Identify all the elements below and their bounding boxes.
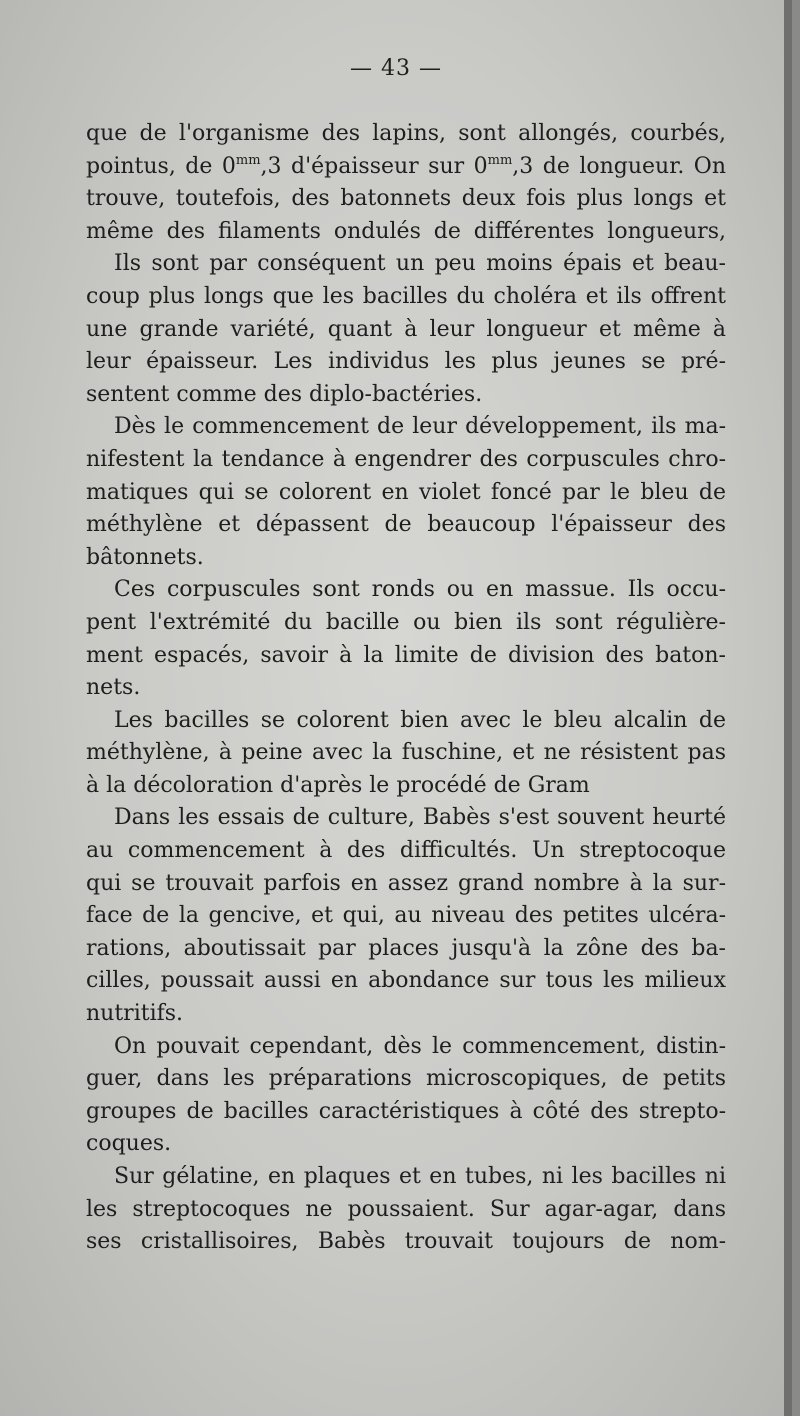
paragraph-end-line: sentent comme des diplo-bactéries. xyxy=(86,381,483,407)
paragraph-start-line: Ils sont par conséquent un peu moins épais et beau- xyxy=(114,251,726,277)
text-line: matiques qui se colorent en violet foncé par le bleu de xyxy=(86,479,726,505)
paragraph-start-line: Dès le commencement de leur développement, ils ma- xyxy=(114,414,726,440)
text-line: au commencement à des difficultés. Un streptocoque xyxy=(86,838,726,864)
text-line: rations, aboutissait par places jusqu'à la zône des ba- xyxy=(86,935,726,961)
paragraph-end-line: nets. xyxy=(86,675,141,701)
text-line: méthylène, à peine avec la fuschine, et ne résistent pas xyxy=(86,740,726,766)
text-line: les streptocoques ne poussaient. Sur agar-agar, dans xyxy=(86,1196,726,1222)
paragraph-end-line: coques. xyxy=(86,1131,172,1157)
text-line: une grande variété, quant à leur longueur et même à xyxy=(86,316,726,342)
paragraph-start-line: Les bacilles se colorent bien avec le bleu alcalin de xyxy=(114,707,726,733)
text-line: ses cristallisoires, Babès trouvait toujours de nom- xyxy=(86,1229,726,1255)
text-line: qui se trouvait parfois en assez grand nombre à la sur- xyxy=(86,870,726,896)
text-line: coup plus longs que les bacilles du choléra et ils offrent xyxy=(86,283,726,309)
text-line: que de l'organisme des lapins, sont allongés, courbés, xyxy=(86,121,726,146)
text-line: nifestent la tendance à engendrer des corpuscules chro- xyxy=(86,446,726,472)
text-line: pent l'extrémité du bacille ou bien ils sont régulière- xyxy=(86,609,726,635)
text-line xyxy=(86,151,726,184)
unit-superscript: mm xyxy=(487,152,513,168)
paragraph-start-line: On pouvait cependant, dès le commencement, distin- xyxy=(114,1033,726,1059)
paragraph-start-line: Ces corpuscules sont ronds ou en massue. Ils occu- xyxy=(114,577,726,603)
text-fragment: pointus, de 0 xyxy=(86,153,236,179)
paragraph-end-line: à la décoloration d'après le procédé de Gram xyxy=(86,772,590,798)
text-line: cilles, poussait aussi en abondance sur tous les milieux xyxy=(86,968,726,994)
paragraph-end-line: nutritifs. xyxy=(86,1001,184,1027)
text-fragment: ,3 de longueur. On xyxy=(512,153,726,179)
text-line: méthylène et dépassent de beaucoup l'épaisseur des xyxy=(86,512,726,538)
paragraph-start-line: Dans les essais de culture, Babès s'est souvent heurté xyxy=(114,805,726,831)
text-line: groupes de bacilles caractéristiques à côté des strepto- xyxy=(86,1098,726,1124)
unit-superscript: mm xyxy=(235,152,261,168)
page-number: — 43 — xyxy=(350,56,442,81)
text-line: même des filaments ondulés de différentes longueurs, xyxy=(86,218,726,244)
text-fragment: ,3 d'épaisseur sur 0 xyxy=(260,153,488,179)
text-line: ment espacés, savoir à la limite de division des baton- xyxy=(86,642,726,668)
text-line: face de la gencive, et qui, au niveau des petites ulcéra- xyxy=(86,903,726,929)
page-edge xyxy=(784,0,792,1416)
text-line: leur épaisseur. Les individus les plus jeunes se pré- xyxy=(86,349,726,375)
text-line: guer, dans les préparations microscopiques, de petits xyxy=(86,1066,726,1092)
text-line: trouve, toutefois, des batonnets deux fois plus longs et xyxy=(86,186,726,212)
paragraph-start-line: Sur gélatine, en plaques et en tubes, ni les bacilles ni xyxy=(114,1164,726,1189)
paragraph-end-line: bâtonnets. xyxy=(86,544,204,570)
body-text xyxy=(86,118,726,1259)
